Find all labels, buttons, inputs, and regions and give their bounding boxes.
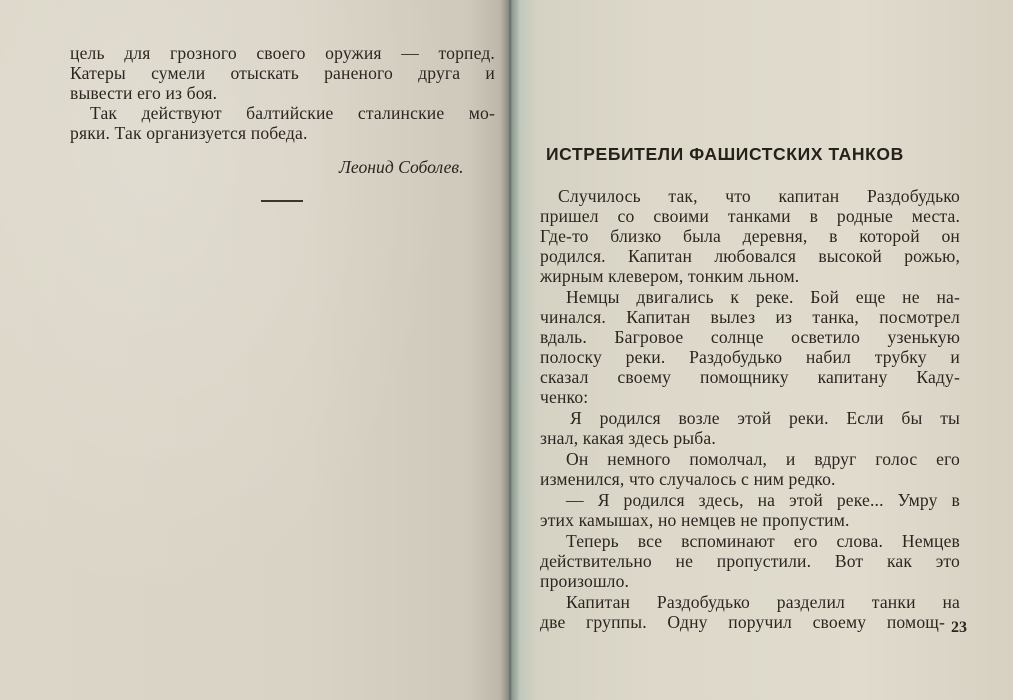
right-line: знал, какая здесь рыба. <box>540 428 716 448</box>
right-line: жирным клевером, тонким льном. <box>540 266 800 286</box>
right-line: Теперь все вспоминают его слова. Немцев <box>566 531 960 551</box>
right-line: полоску реки. Раздобудько набил трубку и <box>540 347 960 367</box>
right-line: Где-то близко была деревня, в которой он <box>540 226 960 246</box>
right-line: этих камышах, но немцев не пропустим. <box>540 510 850 530</box>
right-line: ченко: <box>540 387 589 407</box>
left-line: Так действуют балтийские сталинские мо- <box>90 103 495 123</box>
left-line: цель для грозного своего оружия — торпед. <box>70 43 495 63</box>
left-line: Катеры сумели отыскать раненого друга и <box>70 63 495 83</box>
right-line: Я родился возле этой реки. Если бы ты <box>570 408 960 428</box>
left-line: вывести его из боя. <box>70 83 218 103</box>
right-line: чинался. Капитан вылез из танка, посмотрел <box>540 307 960 327</box>
book-gutter <box>500 0 520 700</box>
right-line: — Я родился здесь, на этой реке... Умру в <box>566 490 960 510</box>
page-number: 23 <box>951 619 967 636</box>
right-line: вдаль. Багровое солнце осветило узенькую <box>540 327 960 347</box>
section-divider <box>261 200 303 202</box>
left-line: ряки. Так организуется победа. <box>70 123 308 143</box>
author-signature: Леонид Соболев. <box>339 157 464 177</box>
right-line: родился. Капитан любовался высокой рожью, <box>540 246 960 266</box>
right-line: две группы. Одну поручил своему помощ- <box>540 612 945 632</box>
right-line: сказал своему помощнику капитану Каду- <box>540 367 960 387</box>
right-line: Он немного помолчал, и вдруг голос его <box>566 449 960 469</box>
right-line: пришел со своими танками в родные места. <box>540 206 960 226</box>
right-line: Немцы двигались к реке. Бой еще не на- <box>566 287 960 307</box>
chapter-heading: ИСТРЕБИТЕЛИ ФАШИСТСКИХ ТАНКОВ <box>546 144 904 164</box>
right-line: Случилось так, что капитан Раздобудько <box>558 186 960 206</box>
right-line: изменился, что случалось с ним редко. <box>540 469 836 489</box>
right-line: произошло. <box>540 571 630 591</box>
right-line: Капитан Раздобудько разделил танки на <box>566 592 960 612</box>
right-line: действительно не пропустили. Вот как это <box>540 551 960 571</box>
